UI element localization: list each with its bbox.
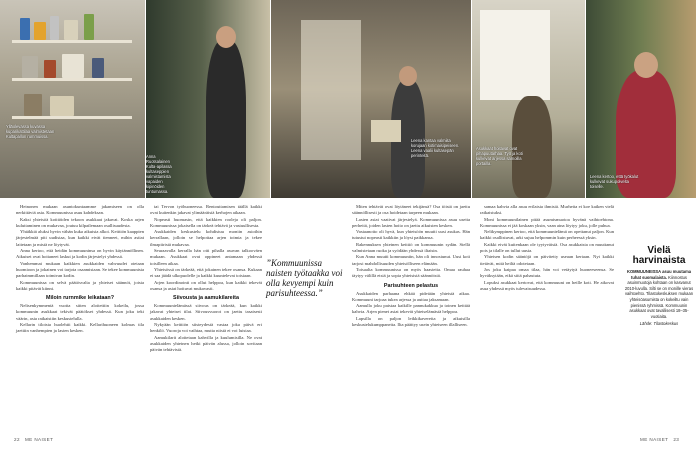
window xyxy=(480,10,550,100)
section-heading: Miloin rurnmike leikataan? xyxy=(46,295,114,302)
paragraph: Asukkaiden keskustelu kohdistuu moniin asioihin kerrallaan, jolloin se helpottaa arjen toimia ja tekee ilmapiiristä mukavaa. xyxy=(150,229,262,247)
jar xyxy=(44,60,56,78)
photo-caption: Ylläolevassa kuvassa kuparikattilaa valmistetaan Kultapallon rummuissa. xyxy=(6,124,55,139)
person-figure xyxy=(206,40,246,198)
jar xyxy=(64,20,78,40)
paragraph: Kommuunielämässä siivous on tärkeää, kun kaikki jakavat yhteiset tilat. Siivousvuorot on jaettu tasaisesti asukkaiden kesken. xyxy=(150,303,262,321)
paragraph: Kellarin tiloista huolehtii kaikki. Kellarihuoneen kolmas tila jaettiin vanhempien ja lasten kesken. xyxy=(16,322,144,334)
column-2 xyxy=(150,204,262,354)
column-3 xyxy=(352,204,470,328)
jar xyxy=(92,58,104,78)
paragraph: Lapsilla on paljon leikkikavereita ja aikuisilla keskustelukumppaneita. Ilta päättyy usein yhteiseen illalliseen. xyxy=(352,315,470,328)
paragraph: samaa kahvia alla asuu erilaisia ihmisiä. Murheita ei koe kaiken vielä ratkaistuksi. xyxy=(480,204,614,216)
paragraph: Yhtäkkiä aluksi hyvin vähän kuka aikuisia alkoi. Keittiön kaappien järjestelmää piti uudistaa, kun kaikki eivät tienneet, mihin astiat laitetaan ja mistä ne löytyvät. xyxy=(16,229,144,247)
photo-caption: Asukkaat hoitavat ovat pihapuutarhaa. Työ ja koti kulkevat arjessa samoilla portailla. xyxy=(476,146,523,166)
paragraph: Lasten asiat vaativat järjestelyä. Kommuunissa asuu useita perheitä, joiden lasten hoito on jaettu aikuisten kesken. xyxy=(352,216,470,228)
paragraph: Vanhemmat mukaan kaikkien asukkaiden vahvuudet otetaan huomioon ja jokainen voi tarjota osaamistaan. Se tekee kommuunista parhaimmillaan toimivan kodin. xyxy=(16,260,144,279)
photo-hallway xyxy=(271,0,471,198)
photo-workshop-shelves xyxy=(0,0,145,198)
doorway xyxy=(301,20,361,160)
paragraph: Toisaalta kommuunissa on myös haasteita. Omaa rauhaa täytyy välillä etsiä ja sopia yhteisistä säännöistä. xyxy=(352,266,470,279)
paragraph: Jos joku kaipaa omaa tilaa, hän voi vetäytyä huoneeseensa. Se hyväksytään, eikä siitä pahastuta. xyxy=(480,266,614,279)
paragraph: Nelikymppinen kertoo, että kommuunielämä on opettanut paljon. Kun kaikki osallistuvat, arki sujuu helpommin kuin perheessä yksin. xyxy=(480,229,614,241)
shelf xyxy=(12,78,132,81)
page-number: 22 xyxy=(14,437,20,442)
jar xyxy=(62,54,84,78)
section-heading: Siivousta ja aamukilareita xyxy=(173,295,239,302)
paragraph: Seuraavalla kerralla hän otti pihalla asuvan talkooväen mukaan. Asukkaat ovat oppineet antamaan yhdessä toisilleen aikaa. xyxy=(150,248,262,266)
magazine-name: ME NAISET xyxy=(24,437,54,442)
jar xyxy=(50,16,59,40)
photo-caption: Anna Ruotsalainen Kulta-apilassa kultaseppien valmistamista vapaiden kipinöiden tuntumassa. xyxy=(146,154,172,194)
paragraph: Yhteisen kodin sääntöjä on päivitetty useaan kertaan. Nyt kaikki tietävät, mitä heiltä odotetaan. xyxy=(480,254,614,266)
person-head xyxy=(399,66,417,86)
page-number: 23 xyxy=(673,437,680,442)
paragraph: Kun Anna muutti kommuuniin, hän oli innostunut. Uusi koti tarjosi mahdollisuuden yhteisölliseen elämään. xyxy=(352,254,470,266)
paragraph: Rakennuksen yhteinen keittiö on kommuunin sydän. Siellä valmistetaan ruoka ja syödään yhdessä iltaisin. xyxy=(352,241,470,254)
magazine-name: ME NAISET xyxy=(640,437,669,442)
photo-caption: Leena kertoo, että työkalut kulkevat sukupolvelta toiselle. xyxy=(590,174,639,189)
photo-goldsmith xyxy=(146,0,270,198)
jar xyxy=(22,56,38,78)
jar xyxy=(84,14,94,40)
jar xyxy=(20,18,30,40)
sidebar-text: Kiinnostus asuinmuotoja kohtaan on kasvanut 2010-luvulla. Silti se on monille vieras vaihtoehto. Tilastokeskuksen mukaan yhteisöasumista on kokeiltu vain pienissä ryhmissä. Kommuunin asukkaat ovat tavallisesti 18–35-vuotiaita. xyxy=(624,274,694,319)
basket xyxy=(371,120,401,142)
paragraph: Moni kommuunilainen pitää asumismuotoa hyvänä vaihtoehtona. Kommuunissa ei jää koskaan yksin, vaan aina löytyy joku, jolle puhua. xyxy=(480,216,614,228)
sidebar-body xyxy=(622,269,696,327)
paragraph: Aamukilarit aloitetaan kahvilla ja kuulumisilla. Ne ovat asukkaiden yhteinen hetki päivän alussa, jolloin sovitaan päivän tehtävistä. xyxy=(150,334,262,353)
paragraph: Asukkaiden parhaana ehkää pidetään yhteistä aikaa. Kommuuni tarjoaa tukea arjessa ja auttaa jaksamaan. xyxy=(352,290,470,302)
person-head xyxy=(216,26,236,48)
photo-window xyxy=(472,0,585,198)
sidebar-title: Vielä harvinaista xyxy=(632,245,686,266)
footer-right xyxy=(640,437,679,442)
paragraph: Arjen koordinointi on ollut helppoa, kun kaikki tekevät osansa ja asiat hoituvat mukavasti. xyxy=(150,279,262,291)
photo-caption: Leena kantaa valmiita korujaan kotimaisipeiseen. Leena vaalii kultasepän perinteitä. xyxy=(411,138,460,158)
paragraph: Aamulla joku paistaa kaikille pannukakkua ja toinen keittää kahvia. Arjen pienet asiat tekevät yhteiselämästä helppoa. xyxy=(352,303,470,315)
paragraph: Miten tehtävät ovat löytäneet tekijänsä? Osa töistä on jaettu säännöllisesti ja osa hoidetaan tarpeen mukaan. xyxy=(352,204,470,216)
paragraph: Lopuksi asukkaat kertovat, että kommuuni on heille koti. He aikovat asua yhdessä myös tulevaisuudessa. xyxy=(480,279,614,291)
paragraph: tai Tervon työhuoneessa. Rentouttamisen täällä kaikki ovat kuitenkin jakavat ylimääräisiä kerhojen aikaan. xyxy=(150,204,262,216)
sidebar-box xyxy=(622,246,696,327)
section-heading: Parisuhteen pelastus xyxy=(383,282,439,289)
paragraph: Anna kertoo, että heidän kommuuninsa on hyvin käytännöllinen. Aikuiset ovat hoitaneet laskut ja kodin järjestelyt yhdessä. xyxy=(16,248,144,260)
sidebar-source: Lähde: Tilastokeskus xyxy=(639,321,679,327)
paragraph: Nelisenkymmentä vuotta sitten aloitettiin kokeilu, jossa kommuunin asukkaat tekivät päätökset yhdessä. Kun joku teki väärin, asia ratkaistiin keskustelulla. xyxy=(16,303,144,321)
paragraph: Heinonen mukaan asuntokuntaamme jakamiseen on olla nerkittäviä asia. Kommuunissa asuu kahdeksan. xyxy=(16,204,144,216)
jar xyxy=(34,22,46,40)
shelf xyxy=(12,116,132,119)
paragraph: Yhteisössä on tärkeää, että jokainen tekee osansa. Kukaan ei saa jäädä ulkopuolelle ja kaikki kuuntelevat toisiaan. xyxy=(150,266,262,279)
paragraph: Vastaanotto oli hyvä, kun yhteisöön muutti uusi asukas. Hän tutustui nopeasti kaikkiin ja löysi paikkansa. xyxy=(352,229,470,241)
column-4 xyxy=(480,204,614,292)
sidebar-lead: KOMMUUNEISSA asuu muutama tuhat suomalaista. xyxy=(627,269,691,280)
jar xyxy=(50,96,74,116)
paragraph: Nopeasti huomasin, että kaikkien rooleja oli paljon. Kommuunissa jokaisella on tärkeä tehtävä ja vastuullisesta. xyxy=(150,216,262,228)
paragraph: Kaikki eivät kuitenkaan ole tyytyväisiä. Osa asukkaista on muuttanut pois ja tilalle on tullut uusia. xyxy=(480,241,614,254)
jar xyxy=(24,94,42,116)
paragraph: Kaksi yhteisöä kotitöiden tekoon asukkaat jakavat. Koska arjen kuluttaminen on mukavaa, joutuu kilpailemaan osallisuudesta. xyxy=(16,216,144,228)
article-body xyxy=(0,198,696,450)
column-1 xyxy=(16,204,144,335)
pull-quote xyxy=(266,258,346,298)
pull-quote-text: ”Kommuunissa naisten työtaakka voi olla kevyempi kuin parisuhteessa.” xyxy=(266,258,343,298)
footer-left xyxy=(14,437,53,442)
paragraph: Nykyään keittiön siisteydestä vastaa joka päivä eri henkilö. Vuoroja voi vaihtaa, mutta niistä ei voi luistaa. xyxy=(150,322,262,334)
shelf xyxy=(12,40,132,43)
paragraph: Kommuunissa on selvä päätösvalta ja yhteiset säännöt, joista kaikki pitävät kiinni. xyxy=(16,279,144,291)
photo-portrait xyxy=(586,0,696,198)
person-head xyxy=(634,52,658,78)
